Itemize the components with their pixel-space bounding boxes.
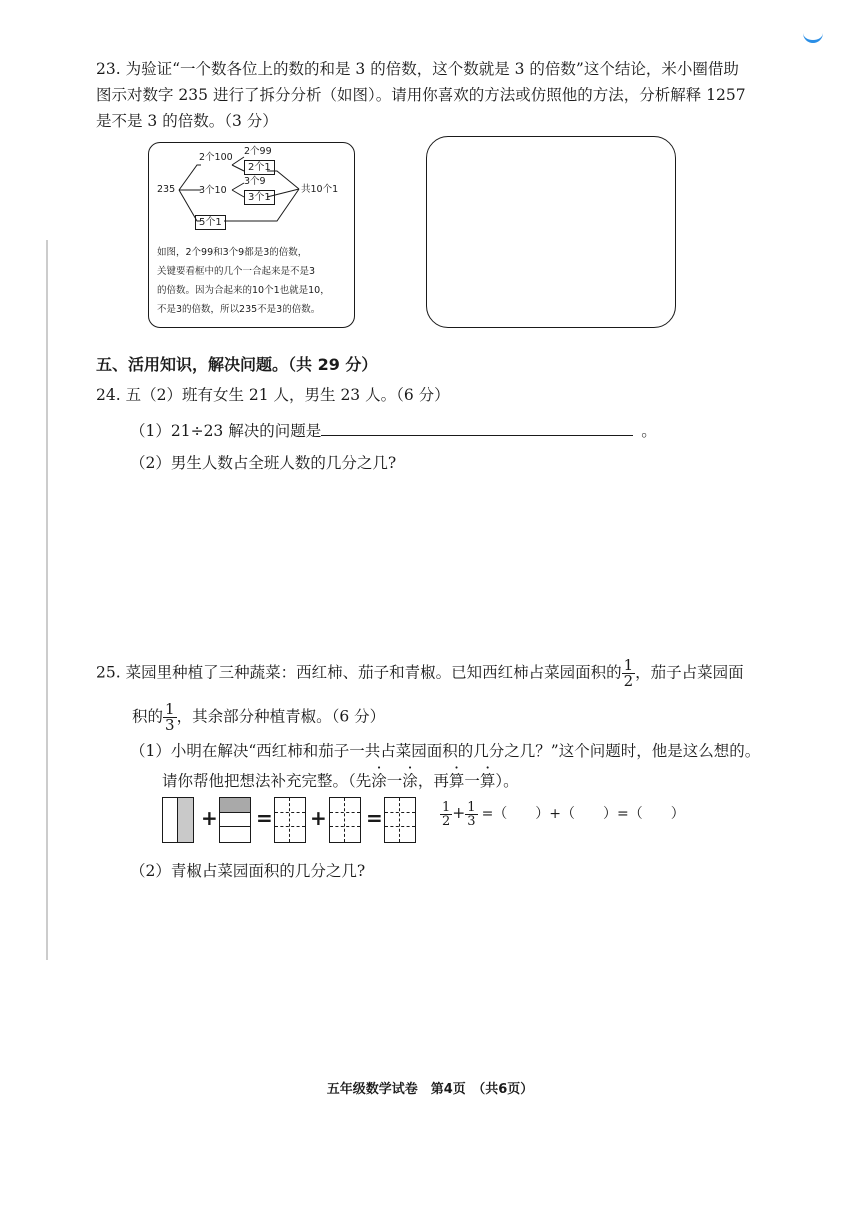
eq-n1: 1 xyxy=(442,799,451,815)
diagram-h-box: 2个1 xyxy=(244,160,275,175)
q24-answer-blank[interactable] xyxy=(321,421,633,436)
frac-third-num: 1 xyxy=(165,700,175,718)
q25-line2 xyxy=(132,702,385,733)
diagram-note-3: 的倍数。因为合起来的10个1也就是10， xyxy=(157,285,330,296)
frac-third-den: 3 xyxy=(165,716,175,734)
diagram-note-4: 不是3的倍数，所以235不是3的倍数。 xyxy=(157,304,321,315)
emph-tu-2: 涂 xyxy=(402,772,418,790)
diagram-total: 共10个1 xyxy=(301,184,339,195)
diagram-h-top: 2个99 xyxy=(244,146,272,157)
diagram-root: 235 xyxy=(157,184,176,195)
q25-part1-line2 xyxy=(162,768,519,794)
grid-dash-v xyxy=(399,798,400,842)
q24-part1 xyxy=(130,418,657,444)
grid-dash-v xyxy=(344,798,345,842)
grid-dash-h1 xyxy=(275,812,305,813)
q25-p1l2-b: 一 xyxy=(386,772,403,790)
corner-mark-icon xyxy=(803,26,823,43)
grid-rect-1[interactable] xyxy=(274,797,306,843)
diagram-tens: 3个10 xyxy=(199,185,227,196)
third-divider-1 xyxy=(220,812,250,813)
third-shade xyxy=(220,798,250,812)
grid-dash-h2 xyxy=(275,826,305,827)
grid-dash-h1 xyxy=(385,812,415,813)
answer-box-q23[interactable] xyxy=(426,136,676,328)
fraction-one-half xyxy=(622,658,636,689)
frac-half-num: 1 xyxy=(623,656,634,674)
eq-frac-half xyxy=(440,801,452,828)
q24-part1-prefix: （1）21÷23 解决的问题是 xyxy=(130,422,322,440)
diagram-note xyxy=(157,243,349,319)
half-shade xyxy=(178,798,193,842)
q25-part2: （2）青椒占菜园面积的几分之几? xyxy=(130,862,366,880)
q25-p1l2-e: ）。 xyxy=(495,772,519,790)
emph-suan-1: 算 xyxy=(448,772,465,790)
fraction-equation xyxy=(440,800,685,828)
plus-sign-1: + xyxy=(201,806,218,830)
diagram-t-box: 3个1 xyxy=(244,190,275,205)
q24-part2: （2）男生人数占全班人数的几分之几? xyxy=(130,454,397,472)
eq-n2: 1 xyxy=(467,799,476,815)
frac-half-den: 2 xyxy=(623,672,634,690)
q24-title: 24. 五（2）班有女生 21 人，男生 23 人。（6 分） xyxy=(96,386,450,404)
plus-sign-2: + xyxy=(310,806,327,830)
q25-line1-b: ，茄子占菜园面 xyxy=(635,663,744,682)
eq-d1: 2 xyxy=(442,813,451,829)
diagram-t-top: 3个9 xyxy=(244,176,266,187)
diagram-note-1: 如图，2个99和3个9都是3的倍数， xyxy=(157,247,308,258)
eq-tail: =（ ）+（ ）=（ ） xyxy=(481,806,685,822)
rect-third-shaded xyxy=(219,797,251,843)
diagram-note-2: 关键要看框中的几个一合起来是不是3 xyxy=(157,266,316,277)
diagram-hundreds: 2个100 xyxy=(199,152,233,163)
scan-edge-line xyxy=(46,240,48,960)
q23-line3: 是不是 3 的倍数。（3 分） xyxy=(96,112,278,130)
q25-p1l2-c: ，再 xyxy=(417,772,449,790)
split-diagram-box xyxy=(148,142,355,328)
fraction-one-third xyxy=(163,702,177,733)
page-footer: 五年级数学试卷 第4页 （共6页） xyxy=(326,1082,534,1097)
q25-p1l2-d: 一 xyxy=(464,772,480,790)
grid-rect-2[interactable] xyxy=(329,797,361,843)
third-divider-2 xyxy=(220,826,250,827)
q23-line2: 图示对数字 235 进行了拆分分析（如图）。请用你喜欢的方法或仿照他的方法，分析解释 1257 xyxy=(96,86,746,104)
eq-frac-third xyxy=(465,801,477,828)
emph-suan-2: 算 xyxy=(479,772,496,790)
q24-part1-suffix: 。 xyxy=(641,422,657,440)
grid-dash-h1 xyxy=(330,812,360,813)
q25-line1 xyxy=(96,658,744,689)
rect-half-shaded xyxy=(162,797,194,843)
eq-plus: + xyxy=(452,804,466,822)
equals-sign-1: = xyxy=(256,806,273,830)
equals-sign-2: = xyxy=(366,806,383,830)
q25-line2-a: 积的 xyxy=(132,707,164,726)
q25-p1l2-a: 请你帮他把想法补充完整。（先 xyxy=(162,772,372,790)
half-divider xyxy=(177,798,178,842)
section-5-heading: 五、活用知识，解决问题。（共 29 分） xyxy=(96,355,378,374)
grid-dash-h2 xyxy=(385,826,415,827)
grid-dash-v xyxy=(289,798,290,842)
eq-d2: 3 xyxy=(467,813,476,829)
grid-dash-h2 xyxy=(330,826,360,827)
diagram-ones-box: 5个1 xyxy=(195,215,226,230)
q23-line1: 23. 为验证“一个数各位上的数的和是 3 的倍数，这个数就是 3 的倍数”这个结论，米小圈借助 xyxy=(96,60,739,78)
q23-text xyxy=(96,56,796,134)
q25-line2-b: ，其余部分种植青椒。（6 分） xyxy=(176,707,386,726)
q25-line1-a: 25. 菜园里种植了三种蔬菜：西红柿、茄子和青椒。已知西红柿占菜园面积的 xyxy=(96,663,622,682)
q25-part1-line1: （1）小明在解决“西红柿和茄子一共占菜园面积的几分之几？”这个问题时，他是这么想的。 xyxy=(130,742,761,760)
grid-rect-3[interactable] xyxy=(384,797,416,843)
emph-tu-1: 涂 xyxy=(371,772,387,790)
